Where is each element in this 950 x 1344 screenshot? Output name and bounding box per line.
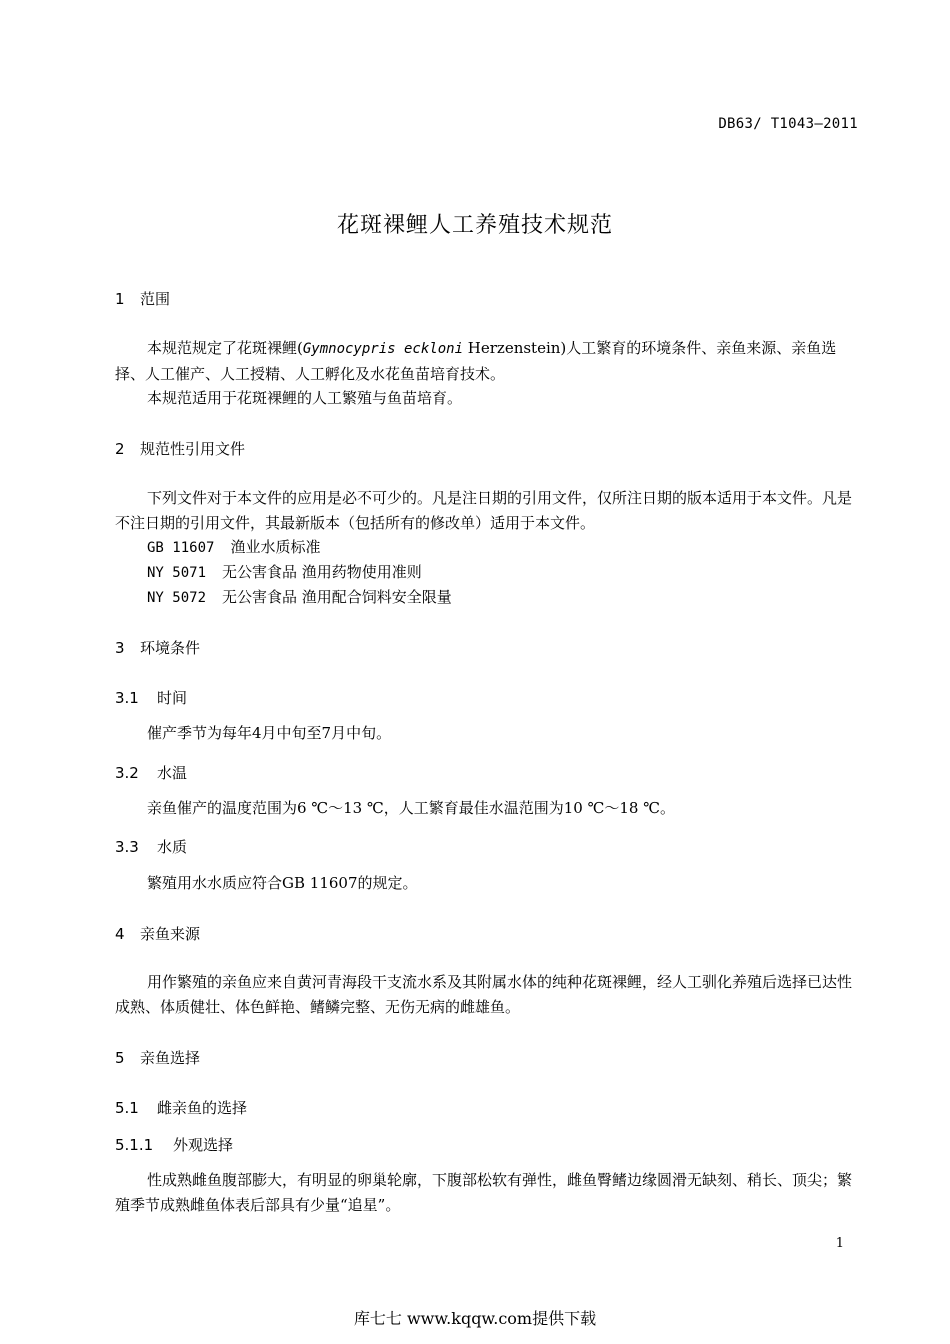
section-1-heading	[115, 288, 170, 309]
section-1-paragraph-1	[115, 336, 860, 387]
section-3-heading	[115, 637, 200, 658]
reference-item	[147, 586, 452, 607]
reference-item	[147, 561, 422, 582]
section-number: 3	[115, 639, 125, 657]
subsection-3-1-text: 催产季节为每年4月中旬至7月中旬。	[147, 724, 392, 742]
reference-name: 无公害食品 渔用药物使用准则	[222, 563, 422, 581]
subsection-5-1-1-text: 性成熟雌鱼腹部膨大，有明显的卵巢轮廓，下腹部松软有弹性，雌鱼臀鳍边缘圆滑无缺刻、稍长、顶尖；繁殖季节成熟雌鱼体表后部具有少量“追星”。	[115, 1171, 853, 1214]
section-title: 水温	[157, 764, 188, 782]
reference-name: 无公害食品 渔用配合饲料安全限量	[222, 588, 452, 606]
reference-code: NY 5072	[147, 590, 207, 606]
section-number: 5.1.1	[115, 1136, 154, 1154]
section-title: 水质	[157, 838, 188, 856]
section-number: 3.3	[115, 838, 139, 856]
text-run: Herzenstein)人工繁育的环境条件、亲鱼来源、亲鱼选择、人工催产、人工授精、人工孵化及水花鱼苗培育技术。	[115, 339, 837, 383]
section-title: 外观选择	[173, 1136, 234, 1154]
page-number: 1	[835, 1236, 844, 1251]
subsection-5-1-1-heading	[115, 1134, 233, 1155]
subsection-5-1-heading	[115, 1097, 247, 1118]
section-title: 雌亲鱼的选择	[157, 1099, 248, 1117]
section-title: 亲鱼来源	[140, 925, 201, 943]
section-title: 环境条件	[140, 639, 201, 657]
subsection-3-2-text: 亲鱼催产的温度范围为6 ℃～13 ℃，人工繁育最佳水温范围为10 ℃～18 ℃。	[147, 799, 675, 817]
footer-watermark: 库七七 www.kqqw.com提供下载	[353, 1309, 597, 1328]
species-name: Gymnocypris eckloni	[302, 341, 464, 357]
section-2-heading	[115, 438, 245, 459]
section-title: 时间	[157, 689, 188, 707]
subsection-3-2-heading	[115, 762, 187, 783]
section-number: 5.1	[115, 1099, 139, 1117]
standard-number: DB63/ T1043—2011	[718, 116, 858, 132]
section-number: 1	[115, 290, 125, 308]
section-title: 范围	[140, 290, 171, 308]
section-4-paragraph-1: 用作繁殖的亲鱼应来自黄河青海段干支流水系及其附属水体的纯种花斑裸鲤，经人工驯化养殖后选择已达性成熟、体质健壮、体色鲜艳、鳍鳞完整、无伤无病的雌雄鱼。	[115, 973, 853, 1016]
subsection-3-3-text: 繁殖用水水质应符合GB 11607的规定。	[147, 874, 418, 892]
reference-code: NY 5071	[147, 565, 207, 581]
section-number: 3.2	[115, 764, 139, 782]
section-number: 4	[115, 925, 125, 943]
section-number: 5	[115, 1049, 125, 1067]
text-run: 本规范规定了花斑裸鲤(	[147, 339, 303, 357]
reference-name: 渔业水质标准	[230, 538, 321, 556]
document-title: 花斑裸鲤人工养殖技术规范	[336, 213, 613, 238]
section-1-paragraph-2: 本规范适用于花斑裸鲤的人工繁殖与鱼苗培育。	[147, 389, 463, 407]
reference-item	[147, 536, 320, 557]
section-number: 3.1	[115, 689, 139, 707]
section-title: 规范性引用文件	[140, 440, 246, 458]
section-title: 亲鱼选择	[140, 1049, 201, 1067]
section-4-heading	[115, 923, 200, 944]
subsection-3-3-heading	[115, 836, 187, 857]
subsection-3-1-heading	[115, 687, 187, 708]
section-number: 2	[115, 440, 125, 458]
reference-code: GB 11607	[147, 540, 215, 556]
section-5-heading	[115, 1047, 200, 1068]
section-2-paragraph-1: 下列文件对于本文件的应用是必不可少的。凡是注日期的引用文件，仅所注日期的版本适用于本文件。凡是不注日期的引用文件，其最新版本（包括所有的修改单）适用于本文件。	[115, 489, 853, 532]
